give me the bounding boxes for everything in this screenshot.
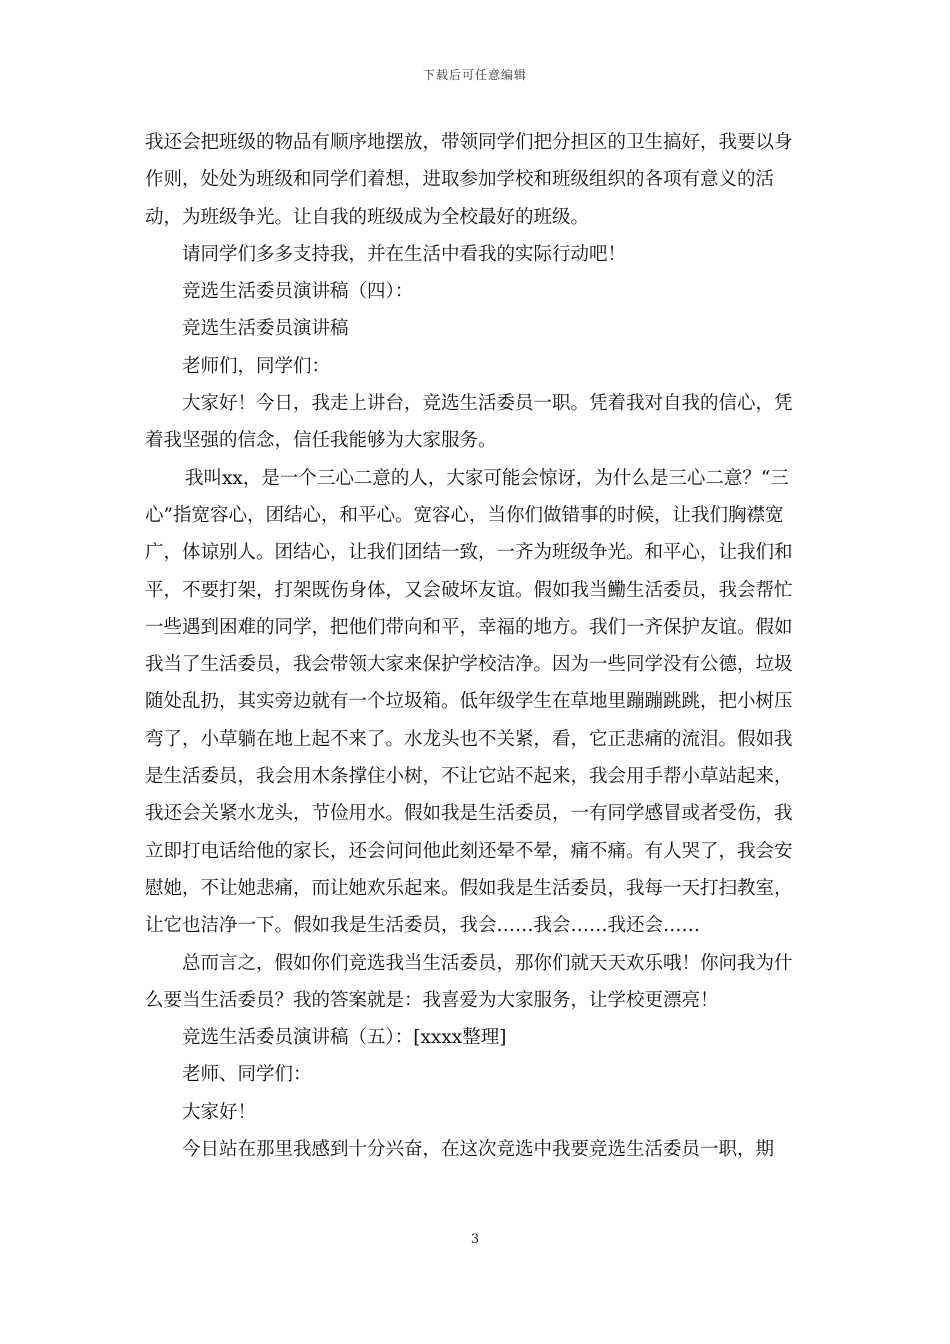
- speech-title: 竞选生活委员演讲稿: [182, 318, 349, 340]
- page-number: 3: [470, 1232, 480, 1247]
- salutation-2: 老师、同学们：: [182, 1064, 312, 1086]
- paragraph-conclusion: 总而言之，假如你们竞选我当生活委员，那你们就天天欢乐哦！你问我为什么要当生活委员？我的答案就是：我喜爱为大家服务，让学校更漂亮！: [145, 952, 793, 1011]
- page-header: 下载后可任意编辑: [422, 68, 527, 82]
- paragraph-three-hearts: 我叫xx，是一个三心二意的人，大家可能会惊讶，为什么是三心二意？“三心”指宽容心，团结心，和平心。宽容心，当你们做错事的时候，让我们胸襟宽广，体谅别人。团结心，让我们团结一致，一齐为班级争光。和平心，让我们和平，不要打架，打架既伤身体，又会破坏友谊。假如我当鰳生活委员，我会帮忙一些遇到困难的同学，把他们带向和平，幸福的地方。我们一齐保护友谊。假如我当了生活委员，我会带领大家来保护学校洁净。因为一些同学没有公德，垃圾随处乱扔，其实旁边就有一个垃圾箱。低年级学生在草地里蹦蹦跳跳，把小树压弯了，小草躺在地上起不来了。水龙头也不关紧，看，它正悲痛的流泪。假如我是生活委员，我会用木条撑住小树，不让它站不起来，我会用手帮小草站起来，我还会关紧水龙头，节俭用水。假如我是生活委员，一有同学感冒或者受伤，我立即打电话给他的家长，还会问问他此刻还晕不晕，痛不痛。有人哭了，我会安慰她，不让她悲痛，而让她欢乐起来。假如我是生活委员，我每一天打扫教室，让它也洁净一下。假如我是生活委员，我会……我会……我还会……: [145, 467, 793, 937]
- salutation: 老师们，同学们：: [182, 355, 331, 377]
- paragraph-opening: 今日站在那里我感到十分兴奋，在这次竞选中我要竞选生活委员一职，期: [182, 1139, 775, 1161]
- section-heading-5: 竞选生活委员演讲稿（五）：[xxxx整理]: [182, 1027, 507, 1049]
- paragraph-appeal: 请同学们多多支持我，并在生活中看我的实际行动吧！: [182, 243, 627, 265]
- section-heading-4: 竞选生活委员演讲稿（四）：: [182, 281, 414, 303]
- paragraph-greeting: 大家好！今日，我走上讲台，竞选生活委员一职。凭着我对自我的信心，凭着我坚强的信念，信任我能够为大家服务。: [145, 393, 793, 452]
- paragraph-continuation: 我还会把班级的物品有顺序地摆放，带领同学们把分担区的卫生搞好，我要以身作则，处处为班级和同学们着想，进取参加学校和班级组织的各项有意义的活动，为班级争光。让自我的班级成为全校最好的班级。: [145, 132, 793, 228]
- greeting-2: 大家好！: [182, 1101, 257, 1123]
- document-body: [145, 124, 810, 1168]
